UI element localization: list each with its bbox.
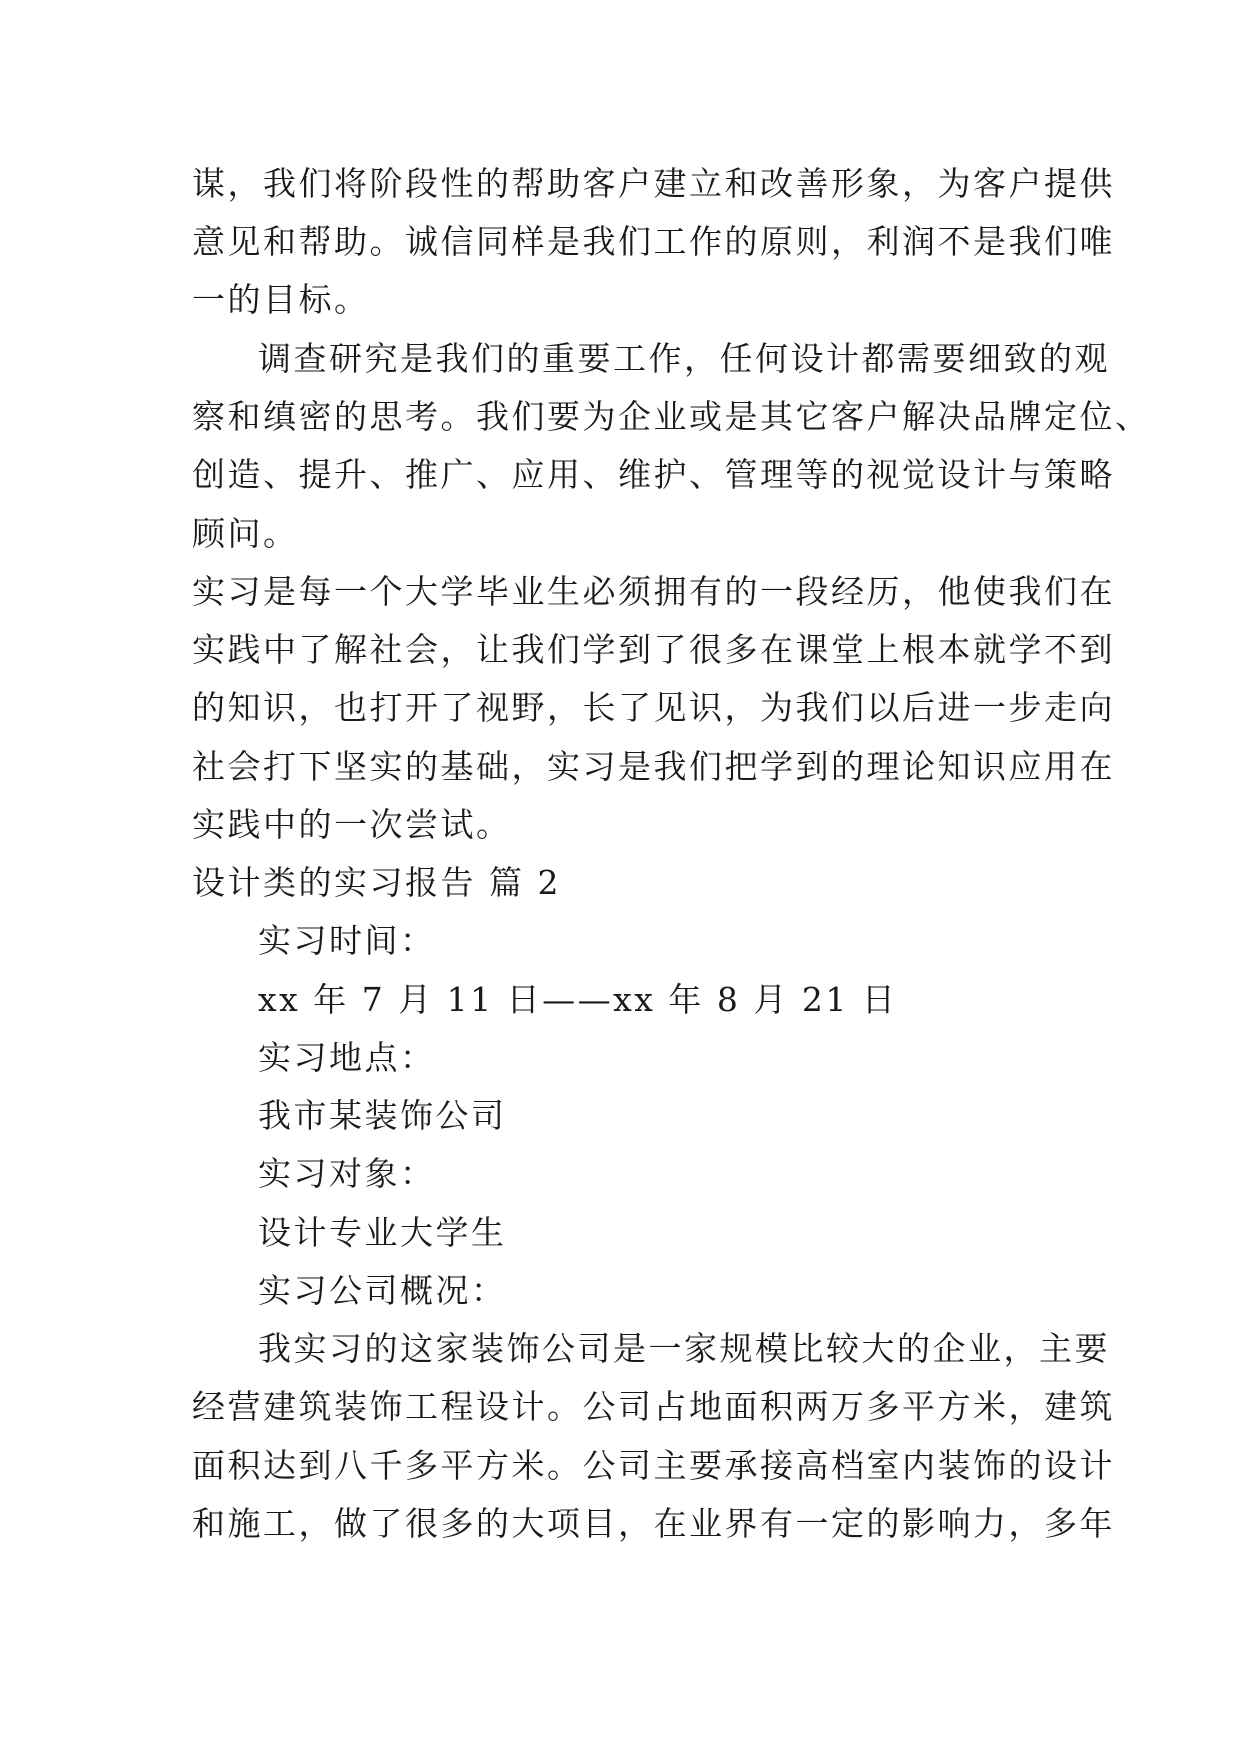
text-line: 的知识，也打开了视野，长了见识，为我们以后进一步走向 — [192, 688, 1115, 727]
field-label: 实习对象： — [258, 1154, 436, 1193]
text-line: 实践中的一次尝试。 — [192, 805, 512, 844]
text-line: 意见和帮助。诚信同样是我们工作的原则，利润不是我们唯 — [192, 222, 1115, 261]
text-line: 谋，我们将阶段性的帮助客户建立和改善形象，为客户提供 — [192, 164, 1115, 203]
text-line: 顾问。 — [192, 514, 299, 553]
field-value: 我市某装饰公司 — [258, 1096, 507, 1135]
text-line: 经营建筑装饰工程设计。公司占地面积两万多平方米，建筑 — [192, 1387, 1115, 1426]
field-value: xx 年 7 月 11 日——xx 年 8 月 21 日 — [258, 980, 898, 1019]
text-line: 创造、提升、推广、应用、维护、管理等的视觉设计与策略 — [192, 455, 1115, 494]
text-line: 调查研究是我们的重要工作，任何设计都需要细致的观 — [258, 339, 1110, 378]
text-line: 我实习的这家装饰公司是一家规模比较大的企业，主要 — [258, 1329, 1110, 1368]
text-line: 实践中了解社会，让我们学到了很多在课堂上根本就学不到 — [192, 630, 1115, 669]
field-label: 实习公司概况： — [258, 1271, 507, 1310]
text-line: 一的目标。 — [192, 280, 370, 319]
field-label: 实习时间： — [258, 921, 436, 960]
text-line: 察和缜密的思考。我们要为企业或是其它客户解决品牌定位、 — [192, 397, 1151, 436]
field-value: 设计专业大学生 — [258, 1213, 507, 1252]
field-label: 实习地点： — [258, 1038, 436, 1077]
section-heading: 设计类的实习报告 篇 2 — [192, 863, 561, 902]
text-line: 和施工，做了很多的大项目，在业界有一定的影响力，多年 — [192, 1504, 1115, 1543]
text-line: 面积达到八千多平方米。公司主要承接高档室内装饰的设计 — [192, 1446, 1115, 1485]
text-line: 社会打下坚实的基础，实习是我们把学到的理论知识应用在 — [192, 747, 1115, 786]
text-line: 实习是每一个大学毕业生必须拥有的一段经历，他使我们在 — [192, 572, 1115, 611]
